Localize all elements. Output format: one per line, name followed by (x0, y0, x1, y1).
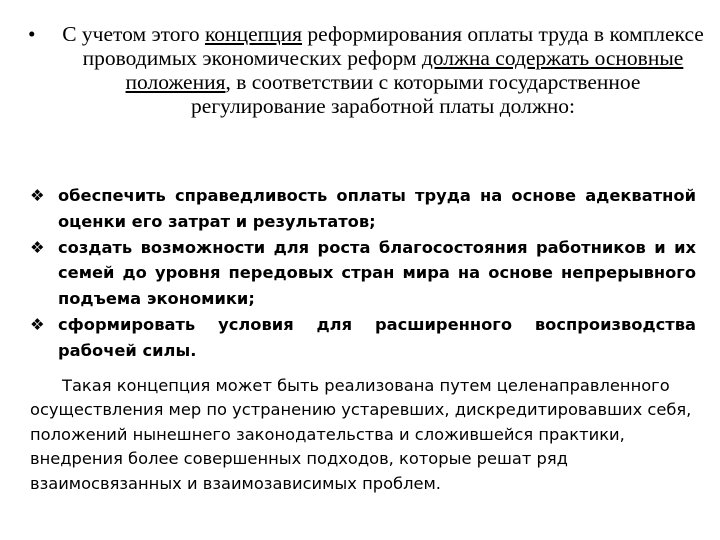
list-item (30, 235, 696, 312)
diamond-bullet-icon: ❖ (30, 237, 45, 257)
list-item (30, 183, 696, 235)
closing-paragraph-text: Такая концепция может быть реализована путем целенаправленного осуществления мер по устранению устаревших, дискредитировавших себя, положений нынешнего законодательства и сложившейся практики, внедрения более совершенных подходов, которые решат ряд взаимосвязанных и взаимозависимых проблем. (30, 376, 692, 493)
intro-paragraph (28, 22, 708, 118)
intro-text-part-1: С учетом этого (62, 22, 205, 46)
underlined-phrase-provisions: должна содержать основные положения (125, 46, 684, 94)
diamond-bullet-icon: ❖ (30, 314, 45, 334)
goals-list (30, 183, 696, 364)
intro-text-part-2: реформирования оплаты труда в комплексе проводимых экономических реформ (82, 22, 704, 70)
list-item (30, 312, 696, 364)
diamond-bullet-icon: ❖ (30, 186, 45, 205)
list-item-text: сформировать условия для расширенного воспроизводства рабочей силы. (58, 314, 696, 360)
list-item-text: обеспечить справедливость оплаты труда на основе адекватной оценки его затрат и результатов; (58, 186, 696, 231)
bullet-point: • (28, 22, 36, 46)
closing-paragraph (30, 374, 698, 496)
intro-text-part-3: , в соответствии с которыми государственное регулирование заработной платы должно: (191, 70, 641, 118)
underlined-term-concept: концепция (204, 22, 303, 46)
intro-text (58, 22, 708, 118)
list-item-text: создать возможности для роста благосостояния работников и их семей до уровня передовых стран мира на основе непрерывного подъема экономики; (58, 237, 696, 309)
